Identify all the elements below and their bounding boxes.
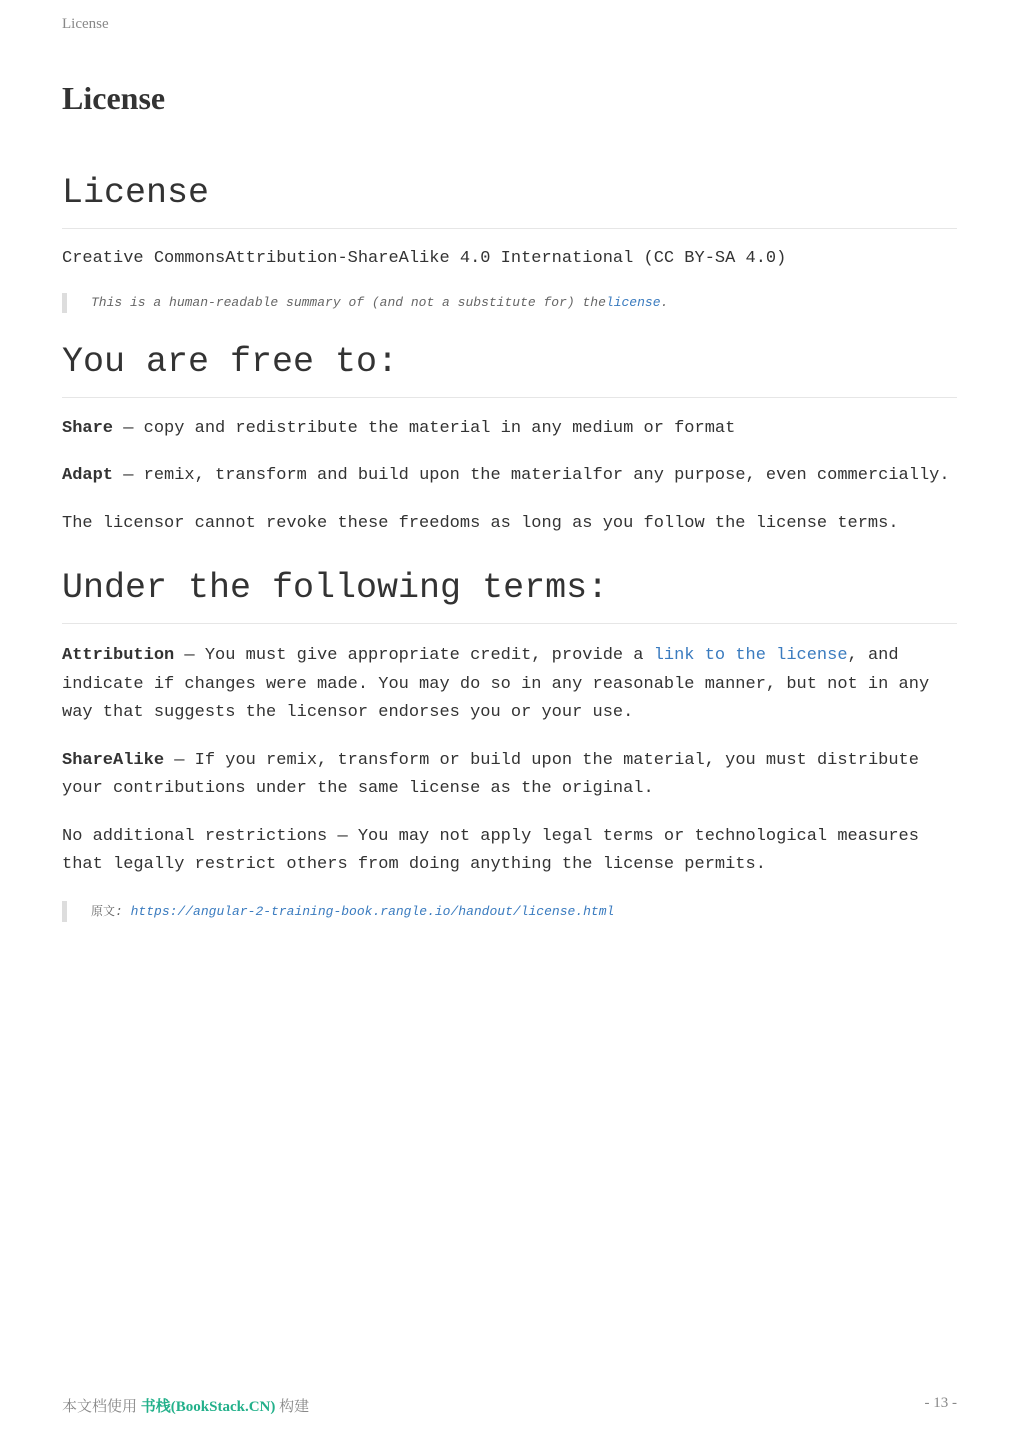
source-url-link[interactable]: https://angular-2-training-book.rangle.io/handout/license.html xyxy=(130,903,615,919)
attribution-post: , and indicate if changes were made. You may do so in any reasonable manner, but not in any way that suggests the licensor endorses you or your use. xyxy=(62,646,930,722)
adapt-term: Adapt xyxy=(62,466,114,485)
sharealike-term: ShareAlike xyxy=(62,750,165,770)
source-label: 原文 xyxy=(91,903,116,918)
license-heading: License xyxy=(62,170,957,229)
attribution-paragraph xyxy=(62,642,957,728)
page-number: - 13 - xyxy=(924,1395,957,1411)
document-body xyxy=(62,170,957,922)
license-link[interactable]: license xyxy=(605,294,661,310)
note-period: . xyxy=(660,294,669,310)
free-to-heading: You are free to: xyxy=(62,339,957,398)
attribution-pre: — You must give appropriate credit, provide a xyxy=(174,646,654,665)
link-to-license[interactable]: link to the license xyxy=(653,646,848,665)
footer-prefix: 本文档使用 xyxy=(62,1399,141,1415)
note-text: This is a human-readable summary of (and not a substitute for) the xyxy=(91,294,606,310)
share-text: — copy and redistribute the material in any medium or format xyxy=(113,418,736,438)
source-note xyxy=(62,901,957,922)
revoke-paragraph: The licensor cannot revoke these freedoms as long as you follow the license terms. xyxy=(62,513,899,533)
license-summary-note xyxy=(62,293,957,313)
terms-heading: Under the following terms: xyxy=(62,565,957,624)
running-header: License xyxy=(62,16,109,32)
sharealike-paragraph xyxy=(62,747,957,804)
license-name: Creative CommonsAttribution-ShareAlike 4.0 International (CC BY-SA 4.0) xyxy=(62,249,787,268)
share-paragraph xyxy=(62,415,957,444)
adapt-text: — remix, transform and build upon the materialfor any purpose, even commercially. xyxy=(113,466,950,485)
footer-brand-link[interactable]: 书栈(BookStack.CN) xyxy=(140,1399,276,1415)
page-footer xyxy=(62,1395,957,1416)
attribution-term: Attribution xyxy=(62,646,175,665)
footer-suffix: 构建 xyxy=(275,1399,310,1415)
sharealike-text: — If you remix, transform or build upon the material, you must distribute your contributions under the same license as the original. xyxy=(62,750,919,798)
adapt-paragraph xyxy=(62,462,957,491)
share-term: Share xyxy=(62,418,114,438)
source-separator: : xyxy=(115,903,131,919)
chapter-title: License xyxy=(62,80,166,116)
restrictions-paragraph: No additional restrictions — You may not apply legal terms or technological measures that legally restrict others from doing anything the license permits. xyxy=(62,826,919,874)
